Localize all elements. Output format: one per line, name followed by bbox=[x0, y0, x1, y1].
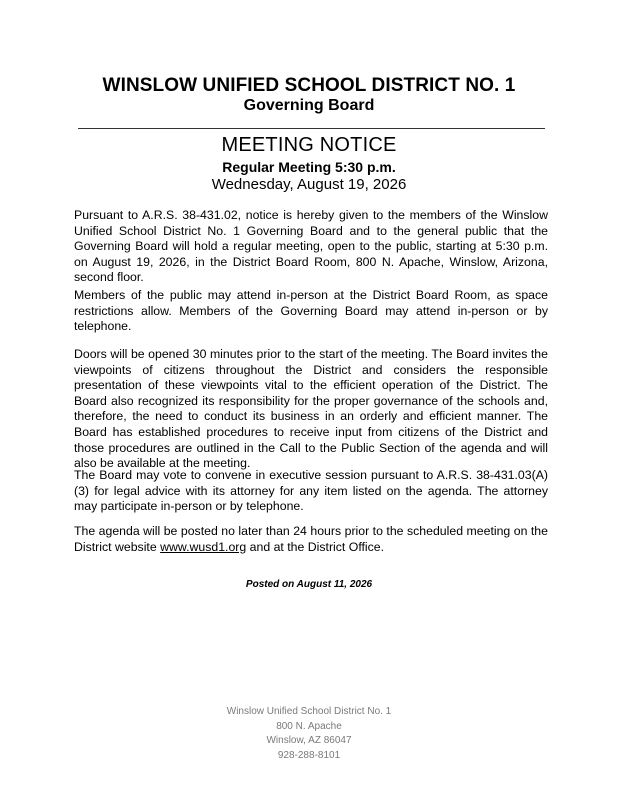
footer-address bbox=[0, 705, 618, 763]
footer-city: Winslow, AZ 86047 bbox=[266, 735, 352, 746]
agenda-text-after: and at the District Office. bbox=[246, 539, 385, 554]
paragraph-executive-session: The Board may vote to convene in executive session pursuant to A.R.S. 38-431.03(A)(3) for legal advice with its attorney for any item listed on the agenda. The attorney may participate in-person or by telephone. bbox=[74, 468, 548, 514]
meeting-date: Wednesday, August 19, 2026 bbox=[211, 176, 407, 193]
meeting-type: Regular Meeting 5:30 p.m. bbox=[222, 159, 396, 175]
footer-phone: 928-288-8101 bbox=[277, 749, 341, 761]
board-title: Governing Board bbox=[243, 97, 375, 114]
paragraph-legal-notice: Pursuant to A.R.S. 38-431.02, notice is hereby given to the members of the Winslow Unified School District No. 1 Governing Board and to the general public that the Governing Board will hold a regular meeting, open to the public, starting at 5:30 p.m. on August 19, 2026, in the District Board Room, 800 N. Apache, Winslow, Arizona, second floor. bbox=[74, 208, 548, 285]
notice-title: MEETING NOTICE bbox=[221, 134, 397, 156]
district-website-link[interactable]: www.wusd1.org bbox=[160, 539, 247, 554]
footer-district-name: Winslow Unified School District No. 1 bbox=[226, 706, 392, 717]
posted-date: Posted on August 11, 2026 bbox=[245, 579, 373, 590]
agenda-text-before: The agenda will be posted no later than 24 hours prior to the scheduled meeting on the District website bbox=[74, 524, 548, 554]
paragraph-attendance: Members of the public may attend in-person at the District Board Room, as space restrictions allow. Members of the Governing Board may attend in-person or by telephone. bbox=[74, 288, 548, 334]
paragraph-agenda-posting bbox=[74, 524, 548, 555]
footer-street: 800 N. Apache bbox=[276, 720, 342, 732]
paragraph-procedures: Doors will be opened 30 minutes prior to the start of the meeting. The Board invites the viewpoints of citizens throughout the District and considers the responsible presentation of these viewpoints vital to the efficient operation of the District. The Board also recognized its responsibility for the proper governance of the schools and, therefore, the need to conduct its business in an orderly and efficient manner. The Board has established procedures to receive input from citizens of the District and those procedures are outlined in the Call to the Public Section of the agenda and will also be available at the meeting. bbox=[74, 347, 548, 471]
header-divider bbox=[78, 128, 545, 129]
district-title: WINSLOW UNIFIED SCHOOL DISTRICT NO. 1 bbox=[102, 75, 516, 96]
